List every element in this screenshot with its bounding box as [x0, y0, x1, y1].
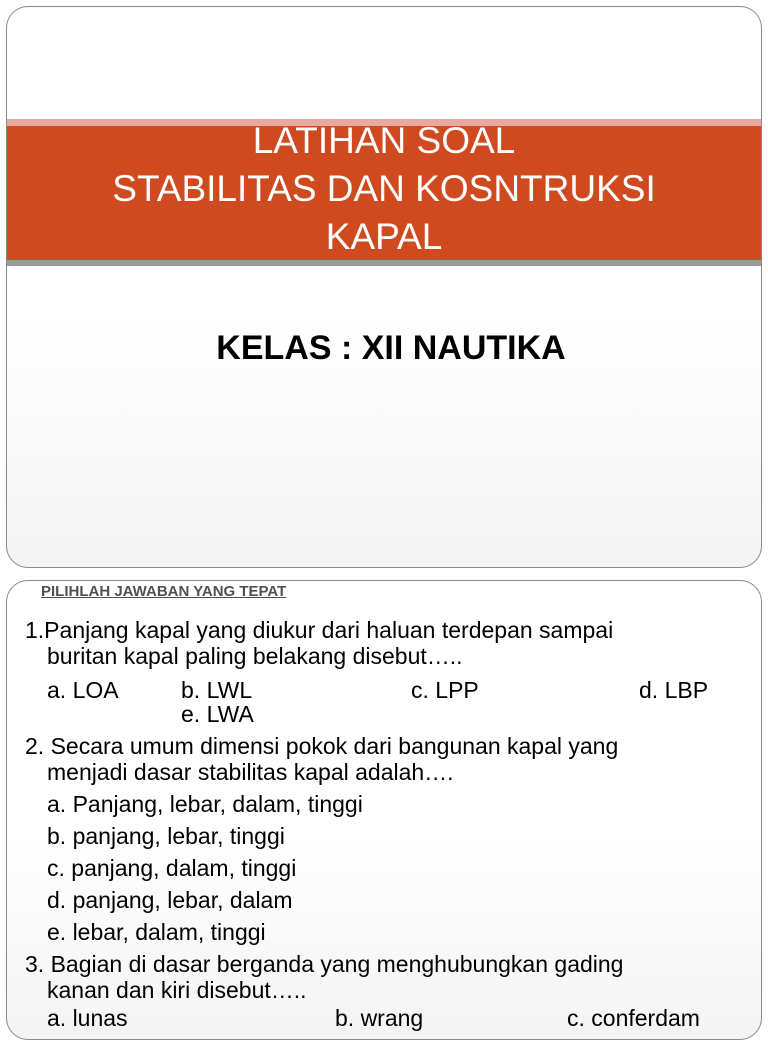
title-slide: [6, 6, 762, 568]
question-1-option-d: d. LBP: [639, 677, 709, 703]
slide-title: [7, 117, 761, 261]
question-3-line-1: 3. Bagian di dasar berganda yang menghubungkan gading: [25, 951, 624, 977]
question-2-option-e: e. lebar, dalam, tinggi: [47, 919, 266, 945]
question-2: [25, 733, 745, 785]
question-1-line-1: 1.Panjang kapal yang diukur dari haluan terdepan sampai: [25, 617, 614, 643]
question-1-option-e: e. LWA: [181, 701, 254, 727]
title-line-2: STABILITAS DAN KOSNTRUKSI: [112, 168, 656, 209]
title-line-1: LATIHAN SOAL: [252, 120, 516, 161]
question-1-option-c: c. LPP: [411, 677, 479, 703]
question-2-line-2: menjadi dasar stabilitas kapal adalah….: [47, 759, 454, 785]
instruction-heading: PILIHLAH JAWABAN YANG TEPAT: [41, 583, 287, 600]
question-2-option-a: a. Panjang, lebar, dalam, tinggi: [47, 791, 363, 817]
question-1-option-a: a. LOA: [47, 677, 119, 703]
question-2-option-d: d. panjang, lebar, dalam: [47, 887, 293, 913]
title-line-3: KAPAL: [325, 216, 443, 257]
question-2-option-c: c. panjang, dalam, tinggi: [47, 855, 297, 881]
question-3-option-b: b. wrang: [335, 1005, 424, 1031]
question-3: [25, 951, 745, 1003]
class-subtitle: KELAS : XII NAUTIKA: [216, 329, 566, 367]
question-3-option-c: c. conferdam: [567, 1005, 700, 1031]
question-1-line-2: buritan kapal paling belakang disebut…..: [47, 643, 463, 669]
question-1-option-b: b. LWL: [181, 677, 253, 703]
question-1: [25, 617, 745, 669]
questions-slide: [6, 580, 762, 1040]
question-2-line-1: 2. Secara umum dimensi pokok dari bangunan kapal yang: [25, 733, 619, 759]
question-2-option-b: b. panjang, lebar, tinggi: [47, 823, 285, 849]
question-3-option-a: a. lunas: [47, 1005, 128, 1031]
question-3-line-2: kanan dan kiri disebut…..: [47, 977, 307, 1003]
